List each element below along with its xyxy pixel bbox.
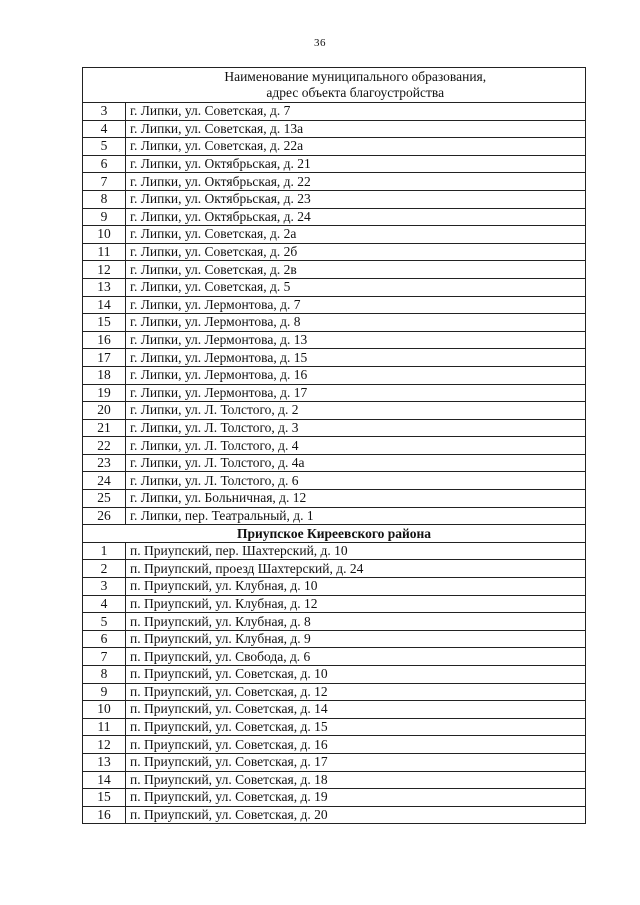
row-address: г. Липки, ул. Советская, д. 2б <box>126 243 586 261</box>
address-table <box>82 67 586 824</box>
table-row <box>83 718 586 736</box>
row-number: 14 <box>83 296 126 314</box>
table-row <box>83 208 586 226</box>
row-number: 10 <box>83 226 126 244</box>
table-row <box>83 419 586 437</box>
row-address: г. Липки, ул. Лермонтова, д. 17 <box>126 384 586 402</box>
row-address: г. Липки, ул. Советская, д. 2в <box>126 261 586 279</box>
address-table-body <box>83 68 586 824</box>
row-number: 26 <box>83 507 126 525</box>
row-number: 6 <box>83 155 126 173</box>
header-title-line-2: адрес объекта благоустройства <box>266 85 445 100</box>
row-address: г. Липки, пер. Театральный, д. 1 <box>126 507 586 525</box>
table-row <box>83 701 586 719</box>
table-row <box>83 507 586 525</box>
row-number: 12 <box>83 261 126 279</box>
section-title: Приупское Киреевского района <box>83 525 586 543</box>
row-number: 20 <box>83 402 126 420</box>
table-row <box>83 155 586 173</box>
table-row <box>83 138 586 156</box>
header-title-line-1: Наименование муниципального образования, <box>224 69 487 84</box>
row-number: 19 <box>83 384 126 402</box>
row-address: п. Приупский, ул. Советская, д. 12 <box>126 683 586 701</box>
header-address-cell <box>126 68 586 103</box>
table-row <box>83 454 586 472</box>
row-address: г. Липки, ул. Лермонтова, д. 13 <box>126 331 586 349</box>
row-address: г. Липки, ул. Советская, д. 5 <box>126 278 586 296</box>
row-address: г. Липки, ул. Л. Толстого, д. 2 <box>126 402 586 420</box>
table-row <box>83 648 586 666</box>
row-number: 16 <box>83 806 126 824</box>
row-address: г. Липки, ул. Лермонтова, д. 16 <box>126 366 586 384</box>
row-address: г. Липки, ул. Советская, д. 7 <box>126 103 586 121</box>
table-row <box>83 472 586 490</box>
row-address: п. Приупский, ул. Клубная, д. 8 <box>126 613 586 631</box>
table-row <box>83 666 586 684</box>
row-number: 6 <box>83 630 126 648</box>
row-number: 8 <box>83 190 126 208</box>
row-number: 4 <box>83 120 126 138</box>
row-number: 22 <box>83 437 126 455</box>
row-number: 18 <box>83 366 126 384</box>
row-address: г. Липки, ул. Октябрьская, д. 23 <box>126 190 586 208</box>
row-number: 13 <box>83 753 126 771</box>
row-number: 5 <box>83 138 126 156</box>
table-row <box>83 331 586 349</box>
row-address: г. Липки, ул. Лермонтова, д. 7 <box>126 296 586 314</box>
row-number: 7 <box>83 648 126 666</box>
row-address: г. Липки, ул. Л. Толстого, д. 3 <box>126 419 586 437</box>
table-row <box>83 103 586 121</box>
table-row <box>83 789 586 807</box>
row-number: 15 <box>83 314 126 332</box>
row-address: п. Приупский, пер. Шахтерский, д. 10 <box>126 542 586 560</box>
table-row <box>83 349 586 367</box>
row-address: п. Приупский, ул. Советская, д. 10 <box>126 666 586 684</box>
row-address: п. Приупский, ул. Свобода, д. 6 <box>126 648 586 666</box>
row-number: 13 <box>83 278 126 296</box>
row-number: 23 <box>83 454 126 472</box>
row-number: 2 <box>83 560 126 578</box>
row-number: 21 <box>83 419 126 437</box>
row-address: п. Приупский, ул. Советская, д. 19 <box>126 789 586 807</box>
table-row <box>83 736 586 754</box>
row-number: 25 <box>83 490 126 508</box>
row-number: 15 <box>83 789 126 807</box>
table-row <box>83 630 586 648</box>
table-row <box>83 243 586 261</box>
row-number: 10 <box>83 701 126 719</box>
row-address: г. Липки, ул. Октябрьская, д. 22 <box>126 173 586 191</box>
table-row <box>83 542 586 560</box>
table-row <box>83 173 586 191</box>
row-number: 7 <box>83 173 126 191</box>
row-address: г. Липки, ул. Л. Толстого, д. 4а <box>126 454 586 472</box>
row-number: 1 <box>83 542 126 560</box>
row-address: г. Липки, ул. Советская, д. 22а <box>126 138 586 156</box>
table-header-row <box>83 68 586 103</box>
row-address: г. Липки, ул. Октябрьская, д. 24 <box>126 208 586 226</box>
row-number: 9 <box>83 683 126 701</box>
row-number: 8 <box>83 666 126 684</box>
row-number: 14 <box>83 771 126 789</box>
row-number: 9 <box>83 208 126 226</box>
table-row <box>83 366 586 384</box>
table-row <box>83 278 586 296</box>
row-number: 4 <box>83 595 126 613</box>
row-address: п. Приупский, ул. Клубная, д. 9 <box>126 630 586 648</box>
row-address: г. Липки, ул. Больничная, д. 12 <box>126 490 586 508</box>
row-address: п. Приупский, ул. Советская, д. 20 <box>126 806 586 824</box>
table-row <box>83 595 586 613</box>
table-row <box>83 683 586 701</box>
table-row <box>83 261 586 279</box>
table-row <box>83 296 586 314</box>
header-number-cell <box>83 68 126 103</box>
row-number: 12 <box>83 736 126 754</box>
table-row <box>83 384 586 402</box>
table-row <box>83 578 586 596</box>
row-number: 17 <box>83 349 126 367</box>
row-address: г. Липки, ул. Октябрьская, д. 21 <box>126 155 586 173</box>
table-row <box>83 560 586 578</box>
row-address: п. Приупский, ул. Клубная, д. 10 <box>126 578 586 596</box>
row-address: п. Приупский, ул. Клубная, д. 12 <box>126 595 586 613</box>
row-address: г. Липки, ул. Лермонтова, д. 15 <box>126 349 586 367</box>
row-number: 5 <box>83 613 126 631</box>
row-address: п. Приупский, ул. Советская, д. 14 <box>126 701 586 719</box>
row-number: 3 <box>83 103 126 121</box>
row-number: 11 <box>83 243 126 261</box>
row-address: г. Липки, ул. Советская, д. 2а <box>126 226 586 244</box>
table-row <box>83 771 586 789</box>
row-address: п. Приупский, ул. Советская, д. 16 <box>126 736 586 754</box>
row-number: 16 <box>83 331 126 349</box>
row-address: п. Приупский, ул. Советская, д. 18 <box>126 771 586 789</box>
table-row <box>83 120 586 138</box>
row-address: г. Липки, ул. Л. Толстого, д. 4 <box>126 437 586 455</box>
row-address: г. Липки, ул. Советская, д. 13а <box>126 120 586 138</box>
table-row <box>83 226 586 244</box>
row-address: п. Приупский, ул. Советская, д. 15 <box>126 718 586 736</box>
row-address: г. Липки, ул. Л. Толстого, д. 6 <box>126 472 586 490</box>
table-row <box>83 613 586 631</box>
table-row <box>83 490 586 508</box>
row-address: г. Липки, ул. Лермонтова, д. 8 <box>126 314 586 332</box>
section-header-row <box>83 525 586 543</box>
table-row <box>83 806 586 824</box>
table-row <box>83 190 586 208</box>
table-row <box>83 437 586 455</box>
page-number: 36 <box>314 37 326 49</box>
row-number: 11 <box>83 718 126 736</box>
row-address: п. Приупский, ул. Советская, д. 17 <box>126 753 586 771</box>
table-row <box>83 314 586 332</box>
row-number: 3 <box>83 578 126 596</box>
row-number: 24 <box>83 472 126 490</box>
table-row <box>83 753 586 771</box>
table-row <box>83 402 586 420</box>
row-address: п. Приупский, проезд Шахтерский, д. 24 <box>126 560 586 578</box>
